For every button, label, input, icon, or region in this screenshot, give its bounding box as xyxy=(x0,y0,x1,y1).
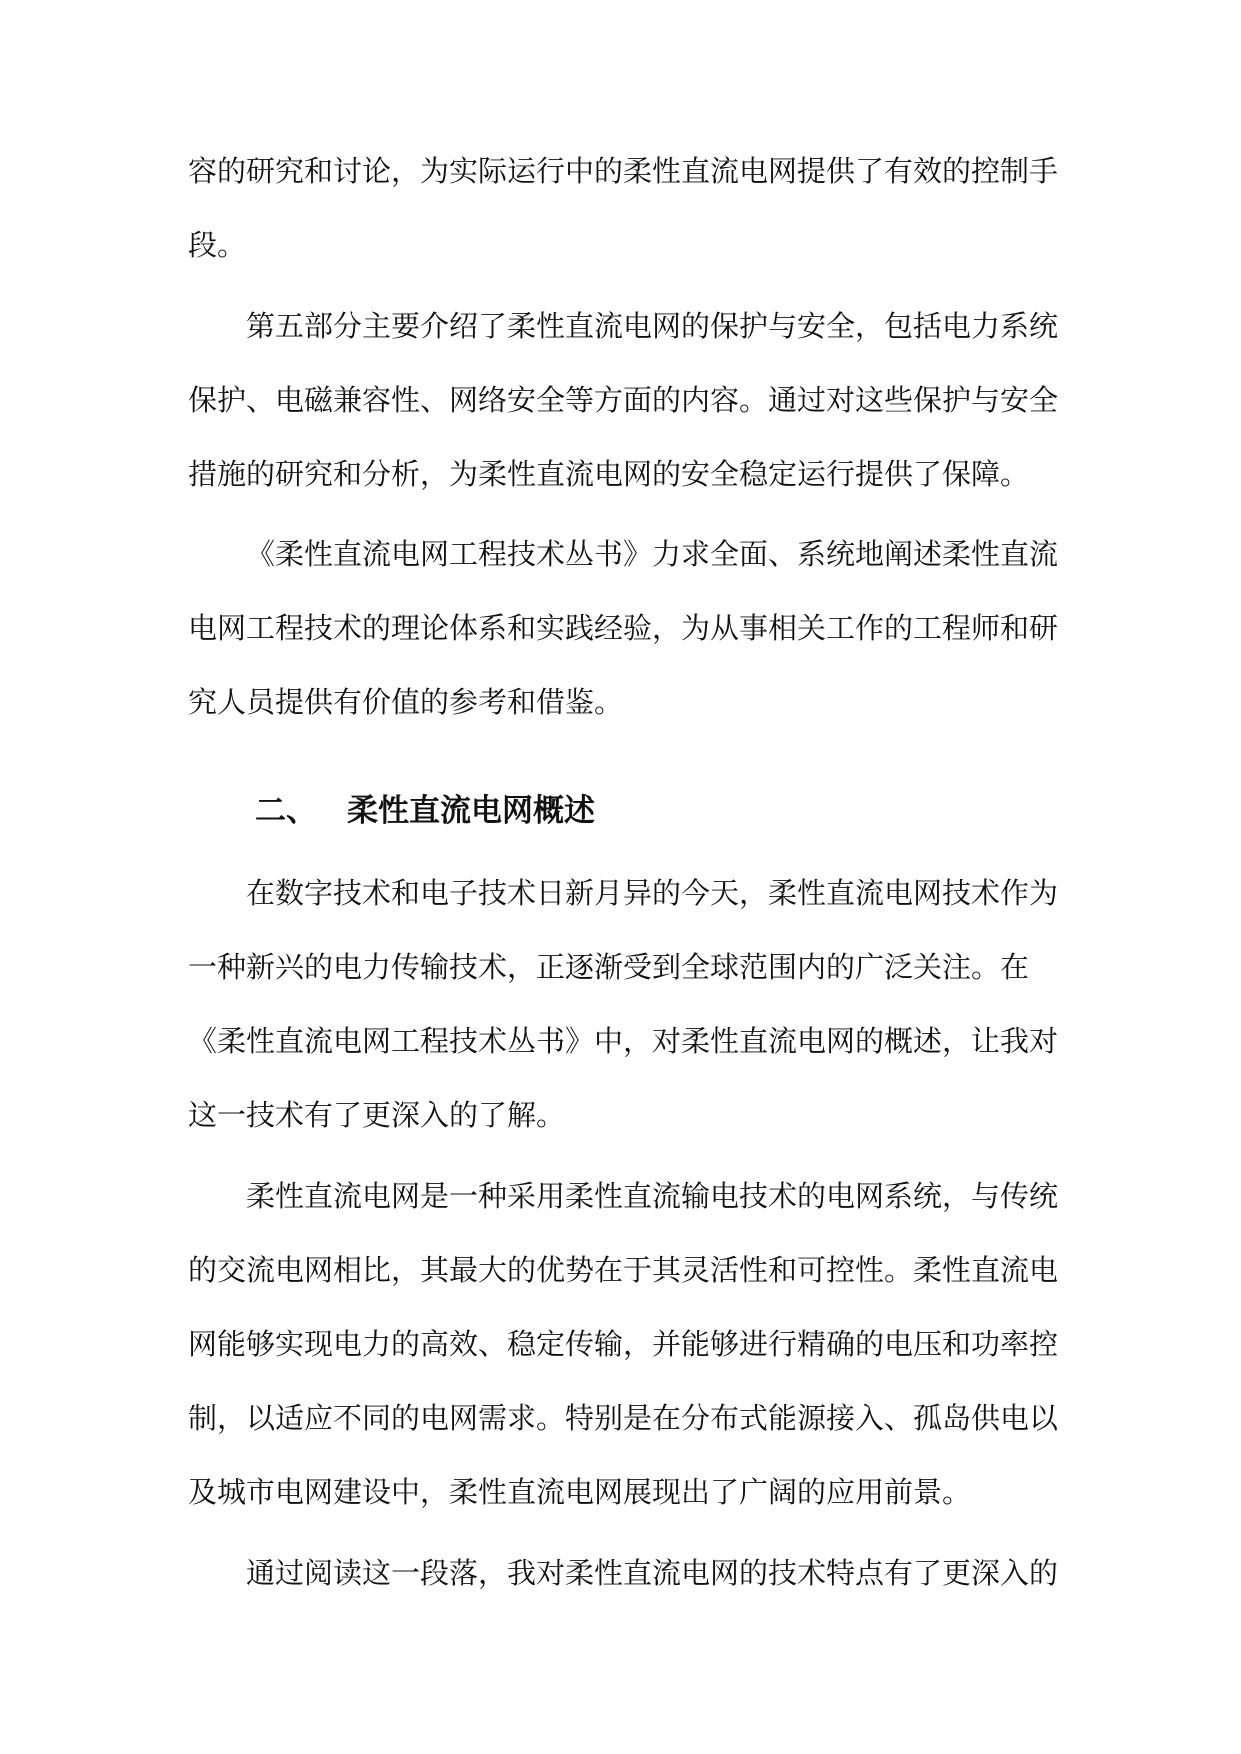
paragraph-first-line: 通过阅读这一段落，我对柔性直流电网的技术特点有了更深入的 xyxy=(246,1556,1059,1590)
body-text-line: 究人员提供有价值的参考和借鉴。 xyxy=(188,685,624,719)
body-text-line: 容的研究和讨论，为实际运行中的柔性直流电网提供了有效的控制手 xyxy=(188,154,1059,188)
body-text-line: 及城市电网建设中，柔性直流电网展现出了广阔的应用前景。 xyxy=(188,1475,972,1509)
paragraph-first-line: 柔性直流电网是一种采用柔性直流输电技术的电网系统，与传统 xyxy=(246,1179,1059,1213)
body-text-line: 段。 xyxy=(188,228,247,262)
section-number: 二、 xyxy=(255,793,317,829)
body-text-line: 的交流电网相比，其最大的优势在于其灵活性和可控性。柔性直流电 xyxy=(188,1253,1059,1287)
paragraph-first-line: 在数字技术和电子技术日新月异的今天，柔性直流电网技术作为 xyxy=(246,876,1059,910)
body-text-line: 《柔性直流电网工程技术丛书》中，对柔性直流电网的概述，让我对 xyxy=(188,1024,1059,1058)
body-text-line: 措施的研究和分析，为柔性直流电网的安全稳定运行提供了保障。 xyxy=(188,457,1030,491)
body-text-line: 制，以适应不同的电网需求。特别是在分布式能源接入、孤岛供电以 xyxy=(188,1401,1059,1435)
body-text-line: 保护、电磁兼容性、网络安全等方面的内容。通过对这些保护与安全 xyxy=(188,383,1059,417)
section-heading xyxy=(255,790,595,832)
body-text-line: 网能够实现电力的高效、稳定传输，并能够进行精确的电压和功率控 xyxy=(188,1327,1059,1361)
section-title: 柔性直流电网概述 xyxy=(347,793,595,829)
body-text-line: 这一技术有了更深入的了解。 xyxy=(188,1098,566,1132)
body-text-line: 电网工程技术的理论体系和实践经验，为从事相关工作的工程师和研 xyxy=(188,611,1059,645)
paragraph-first-line: 《柔性直流电网工程技术丛书》力求全面、系统地阐述柔性直流 xyxy=(246,537,1059,571)
paragraph-first-line: 第五部分主要介绍了柔性直流电网的保护与安全，包括电力系统 xyxy=(246,309,1059,343)
body-text-line: 一种新兴的电力传输技术，正逐渐受到全球范围内的广泛关注。在 xyxy=(188,950,1030,984)
